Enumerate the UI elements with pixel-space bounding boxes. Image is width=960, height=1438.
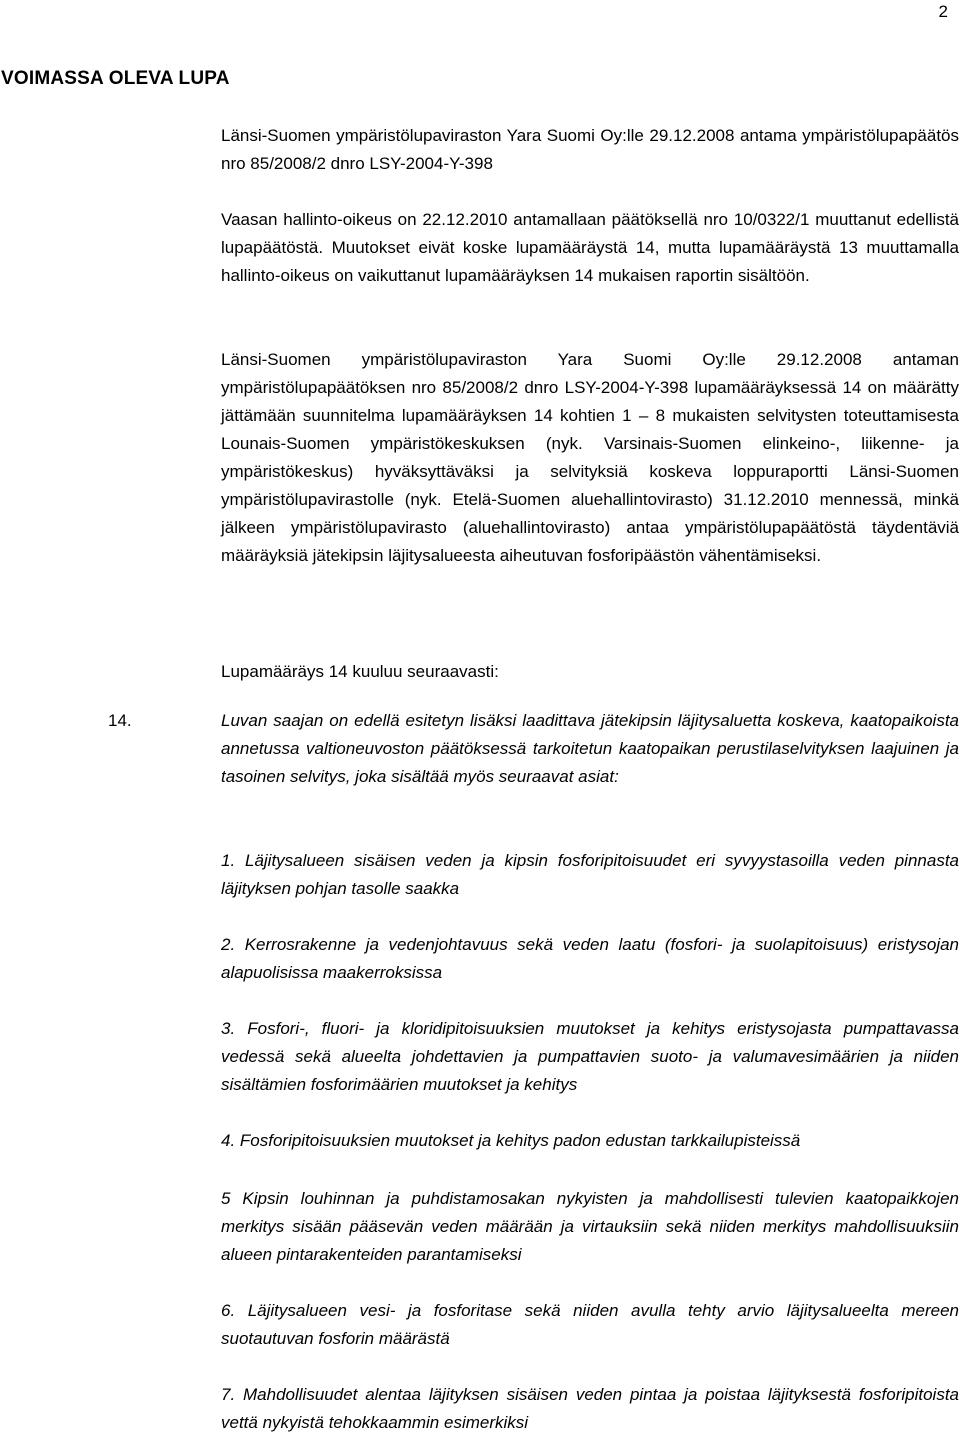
paragraph-text: Länsi-Suomen ympäristölupaviraston Yara Suomi Oy:lle 29.12.2008 antaman ympäristölupapäätöksen nro 85/2008/2 dnro LSY-2004-Y-398 lupamääräyksessä 14 on määrätty jättämään suunnitelma lupamääräyksen 14 kohtien 1 – 8 mukaisten selvitysten toteuttamisesta Lounais-Suomen ympäristökeskuksen (nyk. Varsinais-Suomen elinkeino-, liikenne- ja ympäristökeskus) hyväksyttäväksi ja selvityksiä koskeva loppuraportti Länsi-Suomen ympäristölupavirastolle (nyk. Etelä-Suomen aluehallintovirasto) 31.12.2010 mennessä, minkä jälkeen ympäristölupavirasto (aluehallintovirasto) antaa ympäristölupapäätöstä täydentäviä määräyksiä jätekipsin läjitysalueesta aiheutuvan fosforipäästön vähentämiseksi.: [221, 350, 959, 565]
section-heading: VOIMASSA OLEVA LUPA: [1, 68, 230, 89]
paragraph-original-permit: [221, 122, 959, 178]
page-number: 2: [938, 2, 948, 21]
paragraph-text: Vaasan hallinto-oikeus on 22.12.2010 antamallaan päätöksellä nro 10/0322/1 muuttanut edellistä lupapäätöstä. Muutokset eivät koske lupamääräystä 14, mutta lupamääräystä 13 muuttamalla hallinto-oikeus on vaikuttanut lupamääräyksen 14 mukaisen raportin sisältöön.: [221, 210, 959, 285]
condition-item-7: [221, 1381, 959, 1437]
paragraph-text: Länsi-Suomen ympäristölupaviraston Yara Suomi Oy:lle 29.12.2008 antama ympäristölupapäätös nro 85/2008/2 dnro LSY-2004-Y-398: [221, 126, 959, 173]
condition-item-2: [221, 931, 959, 987]
condition-item-6: [221, 1297, 959, 1353]
condition-text: [221, 707, 959, 791]
condition-item-text: 3. Fosfori-, fluori- ja kloridipitoisuuksien muutokset ja kehitys eristysojasta pumpattavassa vedessä sekä alueelta johdettavien ja pumpattavien suoto- ja valumavesimäärien ja niiden sisältämien fosforimäärien muutokset ja kehitys: [221, 1019, 959, 1094]
condition-item-text: 7. Mahdollisuudet alentaa läjityksen sisäisen veden pintaa ja poistaa läjityksestä fosforipitoista vettä nykyistä tehokkaammin esimerkiksi: [221, 1385, 959, 1432]
condition-item-3: [221, 1015, 959, 1099]
condition-item-text: 1. Läjitysalueen sisäisen veden ja kipsin fosforipitoisuudet eri syvyystasoilla veden pinnasta läjityksen pohjan tasolle saakka: [221, 851, 959, 898]
condition-item-5: [221, 1185, 959, 1269]
condition-item-text: 2. Kerrosrakenne ja vedenjohtavuus sekä veden laatu (fosfori- ja suolapitoisuus) eristysojan alapuolisissa maakerroksissa: [221, 935, 959, 982]
condition-item-4: [221, 1127, 959, 1155]
condition-text-body: Luvan saajan on edellä esitetyn lisäksi laadittava jätekipsin läjitysaluetta koskeva, kaatopaikoista annetussa valtioneuvoston päätöksessä tarkoitetun kaatopaikan perustilaselvityksen laajuinen ja tasoinen selvitys, joka sisältää myös seuraavat asiat:: [221, 711, 959, 786]
paragraph-court-decision: [221, 206, 959, 290]
paragraph-condition-intro: [221, 658, 959, 686]
condition-number: 14.: [108, 711, 132, 730]
paragraph-permit-condition-summary: [221, 346, 959, 570]
condition-item-text: 6. Läjitysalueen vesi- ja fosforitase sekä niiden avulla tehty arvio läjitysalueelta mereen suotautuvan fosforin määrästä: [221, 1301, 959, 1348]
condition-item-1: [221, 847, 959, 903]
paragraph-text: Lupamääräys 14 kuuluu seuraavasti:: [221, 662, 499, 681]
condition-item-text: 4. Fosforipitoisuuksien muutokset ja kehitys padon edustan tarkkailupisteissä: [221, 1131, 801, 1150]
condition-item-text: 5 Kipsin louhinnan ja puhdistamosakan nykyisten ja mahdollisesti tulevien kaatopaikkojen merkitys sisään pääsevän veden määrään ja virtauksiin sekä niiden merkitys mahdollisuuksiin alueen pintarakenteiden parantamiseksi: [221, 1189, 959, 1264]
